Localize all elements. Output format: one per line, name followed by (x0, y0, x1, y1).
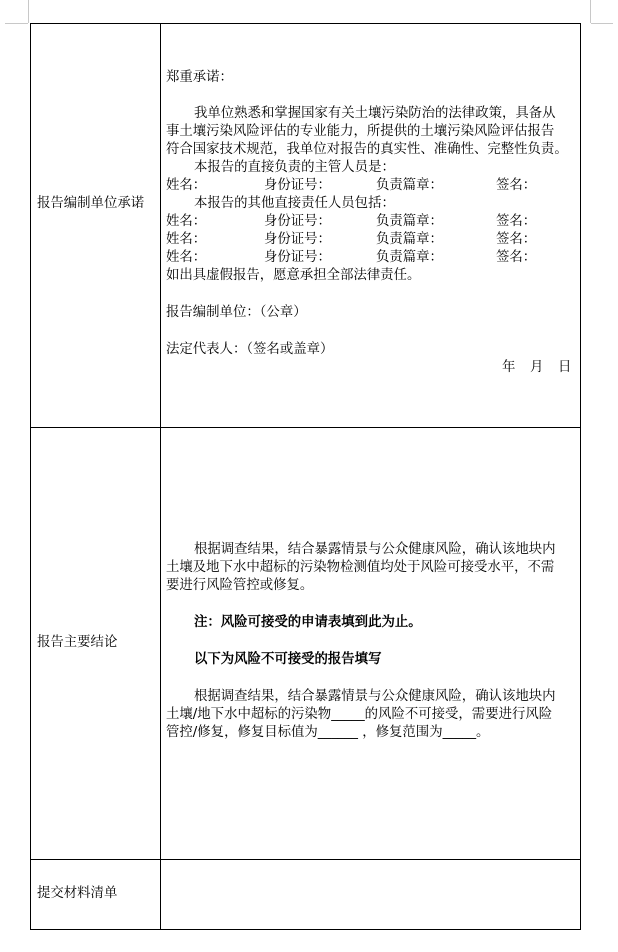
chapter-label: 负责篇章： (376, 178, 443, 193)
liability-statement: 如出具虚假报告，愿意承担全部法律责任。 (166, 268, 421, 283)
compiling-unit-seal: 报告编制单位：（公章） (166, 305, 307, 320)
table-row-divider (30, 427, 581, 428)
chapter-label: 负责篇章： (376, 232, 443, 247)
unacceptable-heading: 以下为风险不可接受的报告填写 (194, 652, 382, 667)
row-label-materials: 提交材料清单 (37, 886, 118, 901)
page-corner-mark-right-v (590, 0, 591, 23)
acceptable-text-line: 土壤及地下水中超标的污染物检测值均处于风险可接受水平，不需 (166, 560, 555, 575)
date-day: 日 (558, 360, 572, 375)
table-border-left (30, 23, 31, 930)
name-label: 姓名： (166, 214, 207, 229)
other-responsible-intro: 本报告的其他直接责任人员包括： (194, 196, 395, 211)
page-corner-mark-left-h (5, 23, 28, 24)
row-label-commitment: 报告编制单位承诺 (37, 196, 145, 211)
unacceptable-text-line: 根据调查结果，结合暴露情景与公众健康风险，确认该地块内 (194, 689, 556, 704)
signature-label: 签名： (496, 232, 537, 247)
table-column-divider (160, 23, 161, 930)
unacceptable-text-line: 土壤/地下水中超标的污染物_____的风险不可接受，需要进行风险 (166, 707, 553, 722)
table-border-bottom (30, 929, 581, 930)
name-label: 姓名： (166, 250, 207, 265)
id-number-label: 身份证号： (264, 250, 331, 265)
signature-label: 签名： (496, 214, 537, 229)
table-border-top (30, 23, 581, 24)
materials-cell[interactable] (161, 860, 580, 929)
id-number-label: 身份证号： (264, 232, 331, 247)
signature-label: 签名： (496, 178, 537, 193)
acceptable-note: 注：风险可接受的申请表填到此为止。 (194, 615, 422, 630)
name-label: 姓名： (166, 232, 207, 247)
legal-representative: 法定代表人：（签名或盖章） (166, 342, 334, 357)
id-number-label: 身份证号： (264, 214, 331, 229)
commitment-heading: 郑重承诺： (166, 70, 233, 85)
page-corner-mark-right-h (591, 23, 613, 24)
acceptable-text-line: 根据调查结果，结合暴露情景与公众健康风险，确认该地块内 (194, 542, 556, 557)
table-border-right (580, 23, 581, 930)
unacceptable-text-line: 管控/修复，修复目标值为______ ，修复范围为_____。 (166, 725, 490, 740)
commitment-text-line: 符合国家技术规范，我单位对报告的真实性、准确性、完整性负责。 (166, 142, 568, 157)
date-month: 月 (530, 360, 544, 375)
commitment-text-line: 我单位熟悉和掌握国家有关土壤污染防治的法律政策，具备从 (194, 106, 556, 121)
signature-label: 签名： (496, 250, 537, 265)
direct-manager-intro: 本报告的直接负责的主管人员是： (194, 160, 395, 175)
chapter-label: 负责篇章： (376, 214, 443, 229)
commitment-text-line: 事土壤污染风险评估的专业能力，所提供的土壤污染风险评估报告 (166, 124, 555, 139)
row-label-conclusion: 报告主要结论 (37, 635, 118, 650)
acceptable-text-line: 要进行风险管控或修复。 (166, 578, 314, 593)
page-corner-mark-left-v (28, 0, 29, 23)
chapter-label: 负责篇章： (376, 250, 443, 265)
id-number-label: 身份证号： (264, 178, 331, 193)
name-label: 姓名： (166, 178, 207, 193)
date-year: 年 (502, 360, 516, 375)
